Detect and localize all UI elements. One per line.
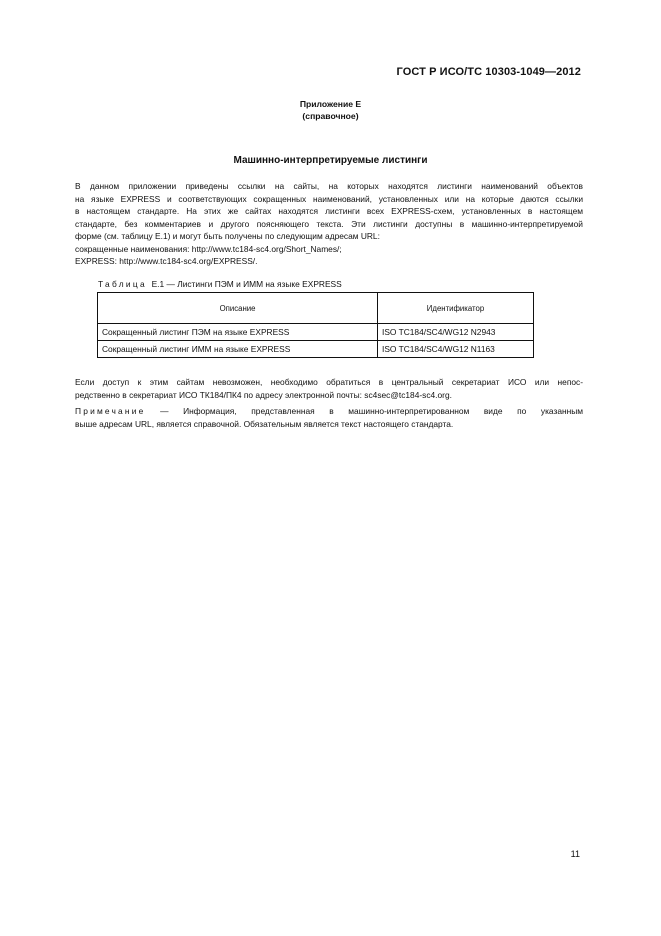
contact-paragraph bbox=[75, 376, 583, 401]
table-caption bbox=[98, 279, 342, 289]
appendix-title: Приложение Е bbox=[299, 99, 362, 109]
table-cell-description: Сокращенный листинг ПЭМ на языке EXPRESS bbox=[98, 324, 378, 341]
note-lead: Примечание bbox=[75, 406, 146, 416]
table-header-row bbox=[98, 293, 534, 324]
table-row bbox=[98, 324, 534, 341]
page-number: 11 bbox=[570, 849, 580, 859]
table-caption-text: Е.1 — Листинги ПЭМ и ИММ на языке EXPRESS bbox=[151, 279, 342, 289]
column-header-identifier: Идентификатор bbox=[378, 293, 534, 324]
table-cell-identifier: ISO TC184/SC4/WG12 N1163 bbox=[378, 341, 534, 358]
intro-line-text: В данном приложении приведены ссылки на сайты, на которых находятся листинги наименований объектов bbox=[75, 181, 583, 191]
note-line-1-text: — Информация, представленная в машинно-интерпретированном виде по указанным bbox=[160, 406, 584, 416]
intro-line: в настоящем стандарте. На этих же сайтах находятся листинги всех EXPRESS-схем, установленных в настоящем bbox=[75, 206, 583, 216]
contact-line: редственно в секретариат ИСО ТК184/ПК4 по адресу электронной почты: sc4sec@tc184-sc4.org. bbox=[75, 389, 452, 400]
table-caption-prefix: Таблица bbox=[98, 279, 147, 289]
url-short-names: сокращенные наименования: http://www.tc184-sc4.org/Short_Names/; bbox=[75, 243, 342, 254]
table-cell-identifier: ISO TC184/SC4/WG12 N2943 bbox=[378, 324, 534, 341]
column-header-description: Описание bbox=[98, 293, 378, 324]
intro-line: форме (см. таблицу Е.1) и могут быть получены по следующим адресам URL: bbox=[75, 231, 380, 241]
section-title: Машинно-интерпретируемые листинги bbox=[233, 155, 428, 166]
intro-line: на языке EXPRESS и соответствующих сокращенных наименований, установленных или на которые даются ссылки bbox=[75, 193, 583, 204]
note-line-2: выше адресам URL, является справочной. Обязательным является текст настоящего стандарта. bbox=[75, 418, 454, 429]
appendix-type: (справочное) bbox=[302, 111, 359, 121]
table-cell-description: Сокращенный листинг ИММ на языке EXPRESS bbox=[98, 341, 378, 358]
intro-line bbox=[75, 180, 583, 193]
standard-id: ГОСТ Р ИСО/ТС 10303-1049—2012 bbox=[396, 66, 581, 78]
note-line-1 bbox=[75, 405, 583, 418]
intro-lines bbox=[75, 180, 583, 268]
table-row bbox=[98, 341, 534, 358]
url-express: EXPRESS: http://www.tc184-sc4.org/EXPRESS/. bbox=[75, 256, 258, 266]
appendix-heading bbox=[0, 98, 661, 122]
listings-table bbox=[97, 292, 534, 358]
contact-line: Если доступ к этим сайтам невозможен, необходимо обратиться в центральный секретариат ИСО или непос- bbox=[75, 377, 583, 387]
intro-line: стандарте, без комментариев и другого поясняющего текста. Эти листинги доступны в машинно-интерпретируемой bbox=[75, 218, 583, 229]
note-paragraph bbox=[75, 405, 583, 430]
